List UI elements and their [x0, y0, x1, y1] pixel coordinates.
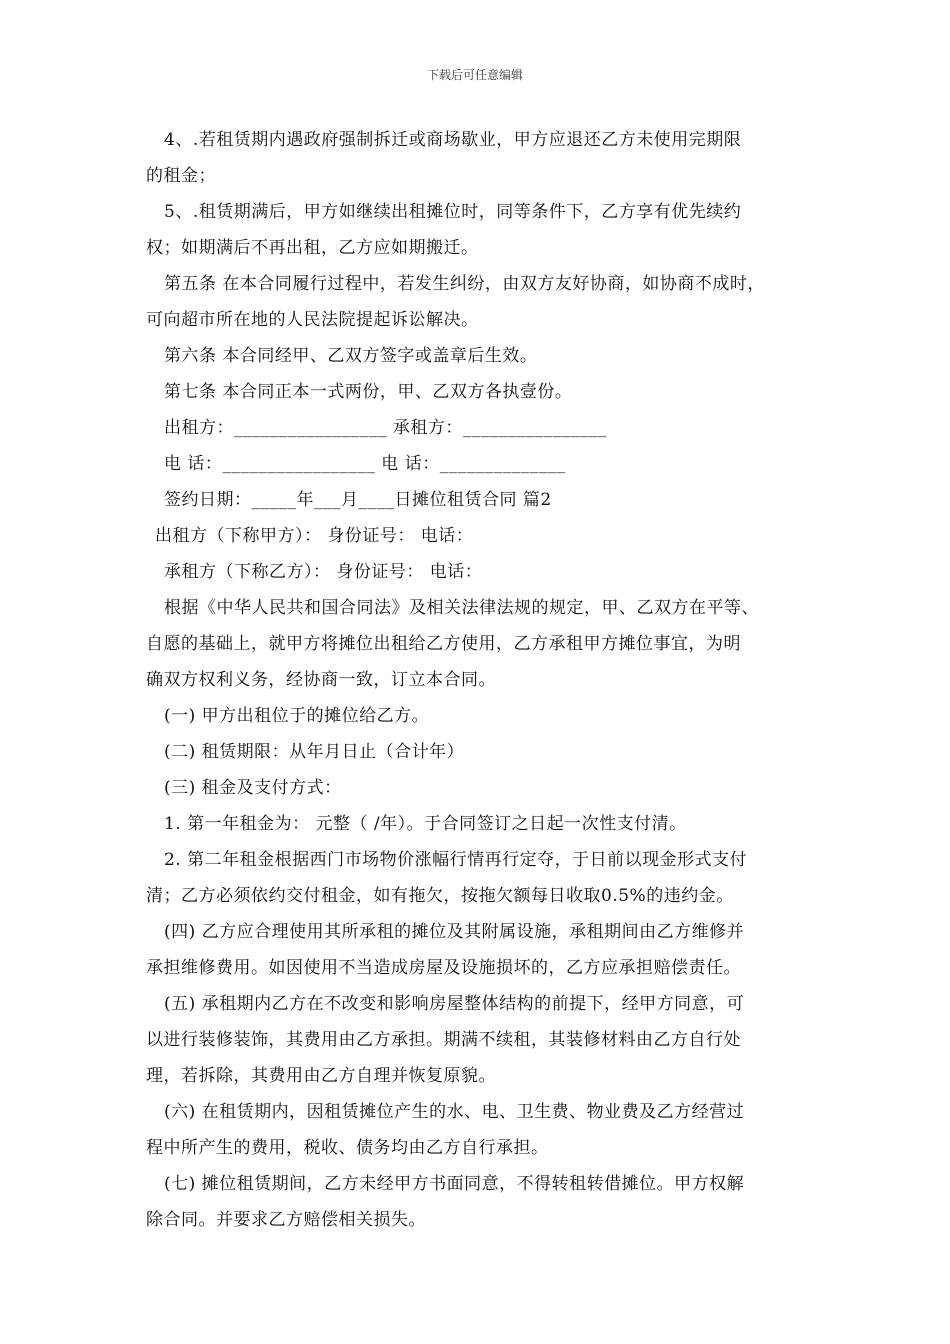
text-line: (六) 在租赁期内，因租赁摊位产生的水、电、卫生费、物业费及乙方经营过 — [164, 1102, 745, 1122]
text-line: 承担维修费用。如因使用不当造成房屋及设施损坏的，乙方应承担赔偿责任。 — [146, 958, 741, 978]
text-line: 程中所产生的费用，税收、债务均由乙方自行承担。 — [146, 1138, 549, 1158]
text-line: (三) 租金及支付方式： — [164, 778, 342, 798]
text-line: 出租方：_________________ 承租方：________________ — [164, 418, 607, 438]
text-line: 承租方（下称乙方）： 身份证号： 电话： — [164, 562, 483, 582]
text-line: 1. 第一年租金为： 元整（ /年）。于合同签订之日起一次性支付清。 — [164, 814, 687, 834]
text-line: (七) 摊位租赁期间，乙方未经甲方书面同意，不得转租转借摊位。甲方权解 — [164, 1174, 745, 1194]
text-line: 的租金； — [146, 166, 216, 186]
text-line: 第七条 本合同正本一式两份，甲、乙双方各执壹份。 — [164, 382, 573, 402]
text-line: 以进行装修装饰，其费用由乙方承担。期满不续租，其装修材料由乙方自行处 — [146, 1030, 741, 1050]
text-line: (一) 甲方出租位于的摊位给乙方。 — [164, 706, 430, 726]
text-line: 第五条 在本合同履行过程中，若发生纠纷，由双方友好协商，如协商不成时， — [164, 274, 765, 294]
text-line: 除合同。并要求乙方赔偿相关损失。 — [146, 1210, 426, 1230]
text-line: 4、.若租赁期内遇政府强制拆迁或商场歇业，甲方应退还乙方未使用完期限 — [164, 130, 742, 150]
document-body — [146, 122, 826, 1238]
text-line: 自愿的基础上，就甲方将摊位出租给乙方使用，乙方承租甲方摊位事宜，为明 — [146, 634, 741, 654]
text-line: 根据《中华人民共和国合同法》及相关法律法规的规定，甲、乙双方在平等、 — [164, 598, 759, 618]
page-header: 下载后可任意编辑 — [426, 68, 523, 82]
text-line: 第六条 本合同经甲、乙双方签字或盖章后生效。 — [164, 346, 538, 366]
text-line: 电 话：_________________ 电 话：______________ — [164, 454, 566, 474]
text-line: (二) 租赁期限：从年月日止（合计年） — [164, 742, 465, 762]
text-line: 2. 第二年租金根据西门市场物价涨幅行情再行定夺，于日前以现金形式支付 — [164, 850, 748, 870]
text-line: (五) 承租期内乙方在不改变和影响房屋整体结构的前提下，经甲方同意，可 — [164, 994, 745, 1014]
text-line: 出租方（下称甲方）： 身份证号： 电话： — [155, 526, 474, 546]
text-line: 5、.租赁期满后，甲方如继续出租摊位时，同等条件下，乙方享有优先续约 — [164, 202, 742, 222]
text-line: 理，若拆除，其费用由乙方自理并恢复原貌。 — [146, 1066, 496, 1086]
text-line: 权；如期满后不再出租，乙方应如期搬迁。 — [146, 238, 479, 258]
text-line: 清；乙方必须依约交付租金，如有拖欠，按拖欠额每日收取0.5%的违约金。 — [146, 886, 734, 906]
text-line: (四) 乙方应合理使用其所承租的摊位及其附属设施，承租期间由乙方维修并 — [164, 922, 745, 942]
text-line: 签约日期：_____年___月____日摊位租赁合同 篇2 — [164, 490, 552, 510]
text-line: 可向超市所在地的人民法院提起诉讼解决。 — [146, 310, 479, 330]
text-line: 确双方权利义务，经协商一致，订立本合同。 — [146, 670, 496, 690]
